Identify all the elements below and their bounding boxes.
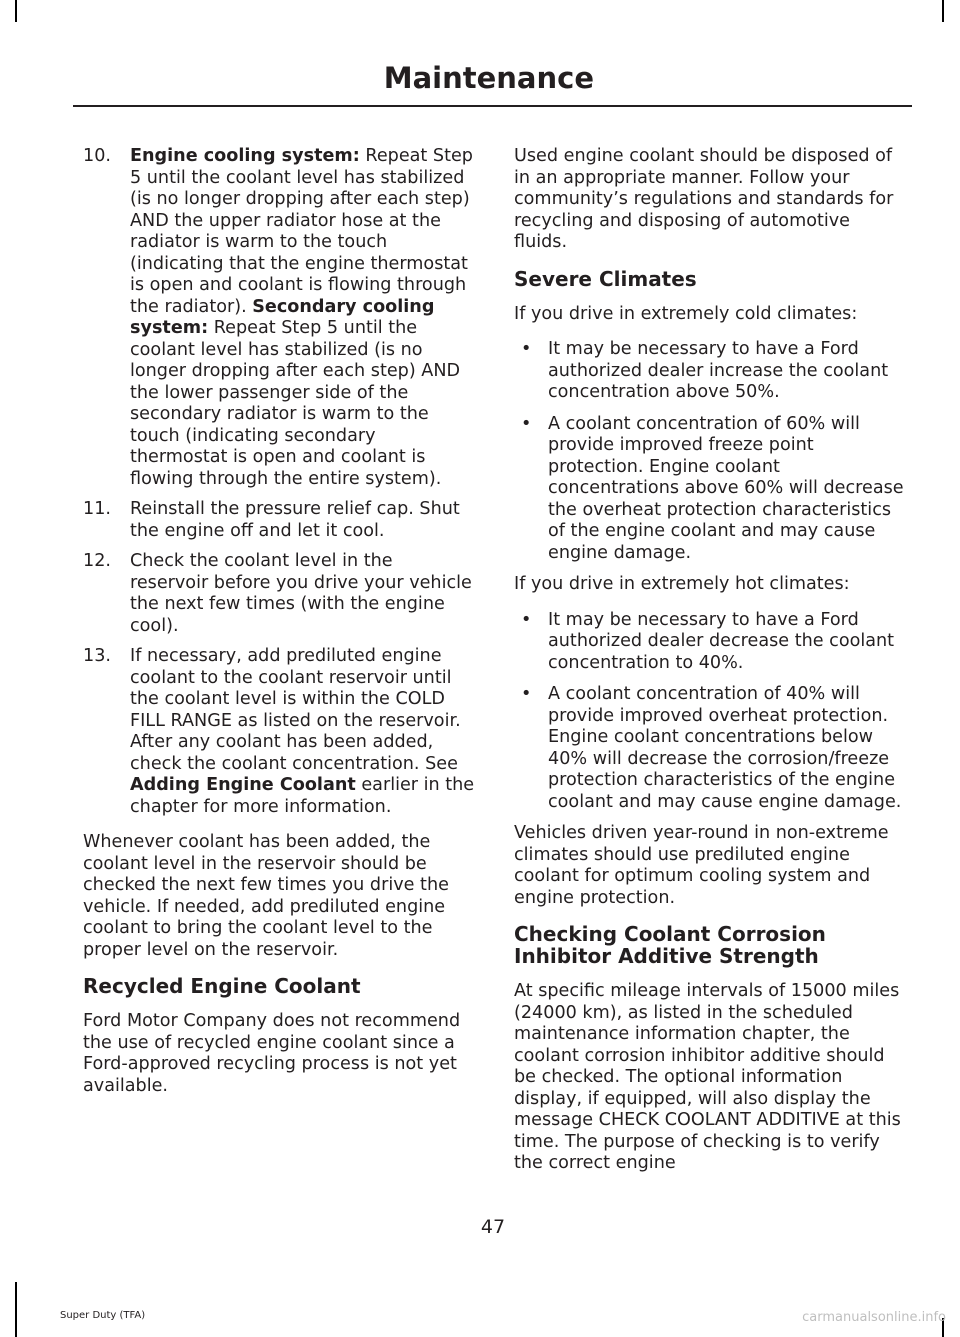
page-title: Maintenance	[383, 61, 594, 95]
list-item: • It may be necessary to have a Ford authorized dealer decrease the coolant concentration to 40%.	[521, 609, 895, 673]
procedure-steps	[83, 146, 475, 818]
paragraph-after-steps: Whenever coolant has been added, the coolant level in the reservoir should be checked the next few times you drive the vehicle. If needed, add prediluted engine coolant to bring the coolant level to the proper level on the reservoir.	[83, 832, 449, 960]
paragraph-recycled: Ford Motor Company does not recommend the use of recycled engine coolant since a Ford-approved recycling process is not yet available.	[83, 1011, 461, 1096]
step-keyword: Engine cooling system:	[130, 146, 360, 166]
step-text: Repeat Step 5 until the coolant level has stabilized (is no longer dropping after each step) AND the lower passenger side of the secondary radiator is warm to the touch (indicating secondary thermostat is open and coolant is flowing through the entire system).	[130, 318, 461, 489]
step-text: Repeat Step 5 until the coolant level has stabilized (is no longer dropping after each step) AND the upper radiator hose at the radiator is warm to the touch (indicating that the engine thermostat is open and coolant is flowing through the radiator).	[130, 146, 473, 317]
hot-climate-list	[514, 610, 908, 814]
bullet-icon: •	[521, 684, 532, 704]
paragraph-cold-intro: If you drive in extremely cold climates:	[514, 303, 858, 324]
watermark: carmanualsonline.info	[802, 1310, 946, 1325]
bullet-icon: •	[521, 339, 532, 359]
list-item: • A coolant concentration of 40% will provide improved overheat protection. Engine coolant concentrations below 40% will decrease the corrosion/freeze protection characteristics of the engine coolant and may cause engine damage.	[521, 684, 902, 812]
step-keyword: Secondary cooling system:	[130, 296, 435, 338]
bullet-icon: •	[521, 609, 532, 630]
crop-mark-top-left	[15, 0, 17, 22]
step-13	[83, 646, 475, 818]
header-rule	[73, 105, 912, 107]
paragraph-checking: At specific mileage intervals of 15000 miles (24000 km), as listed in the scheduled maintenance information chapter, the coolant corrosion inhibitor additive should be checked. The optional information display, if equipped, will also display the message CHECK COOLANT ADDITIVE at this time. The purpose of checking is to verify the correct engine	[514, 981, 901, 1173]
step-number: 13.	[83, 646, 111, 666]
step-number: 11.	[83, 499, 111, 519]
footer-model: Super Duty (TFA)	[60, 1310, 146, 1321]
paragraph-hot-intro: If you drive in extremely hot climates:	[514, 574, 850, 594]
cold-climate-list	[514, 339, 908, 564]
paragraph-non-extreme: Vehicles driven year-round in non-extreme climates should use prediluted engine coolant for optimum cooling system and engine protection.	[514, 823, 889, 908]
bullet-icon: •	[521, 413, 532, 434]
step-number: 12.	[83, 551, 111, 571]
section-heading-severe-climates: Severe Climates	[514, 266, 697, 291]
page-number: 47	[480, 1216, 506, 1238]
crop-mark-bottom-left	[15, 1282, 17, 1337]
right-column	[514, 146, 908, 1189]
step-number: 10.	[83, 146, 111, 166]
cross-reference-link[interactable]: Adding Engine Coolant	[130, 775, 356, 795]
list-item: • A coolant concentration of 60% will provide improved freeze point protection. Engine coolant concentrations above 60% will decrease the overheat protection characteristics of the engine coolant and may cause engine damage.	[521, 413, 904, 563]
section-heading-checking-additive: Checking Coolant Corrosion Inhibitor Additive Strength	[514, 922, 826, 968]
step-12	[83, 551, 475, 637]
step-10	[83, 146, 475, 490]
step-text: Reinstall the pressure relief cap. Shut the engine off and let it cool.	[130, 499, 460, 541]
crop-mark-top-right	[942, 0, 944, 22]
step-text: Check the coolant level in the reservoir before you drive your vehicle the next few times (with the engine cool).	[130, 551, 472, 636]
step-text: earlier in the chapter for more information.	[130, 775, 475, 817]
section-heading-recycled: Recycled Engine Coolant	[83, 974, 361, 998]
left-column	[83, 146, 475, 1111]
list-item: • It may be necessary to have a Ford authorized dealer increase the coolant concentration above 50%.	[521, 339, 889, 402]
step-11	[83, 499, 475, 542]
paragraph-disposal: Used engine coolant should be disposed of in an appropriate manner. Follow your community’s regulations and standards for recycling and disposing of automotive fluids.	[514, 146, 894, 252]
step-text: If necessary, add prediluted engine coolant to the coolant reservoir until the coolant level is within the COLD FILL RANGE as listed on the reservoir. After any coolant has been added, check the coolant concentration. See	[130, 646, 461, 774]
